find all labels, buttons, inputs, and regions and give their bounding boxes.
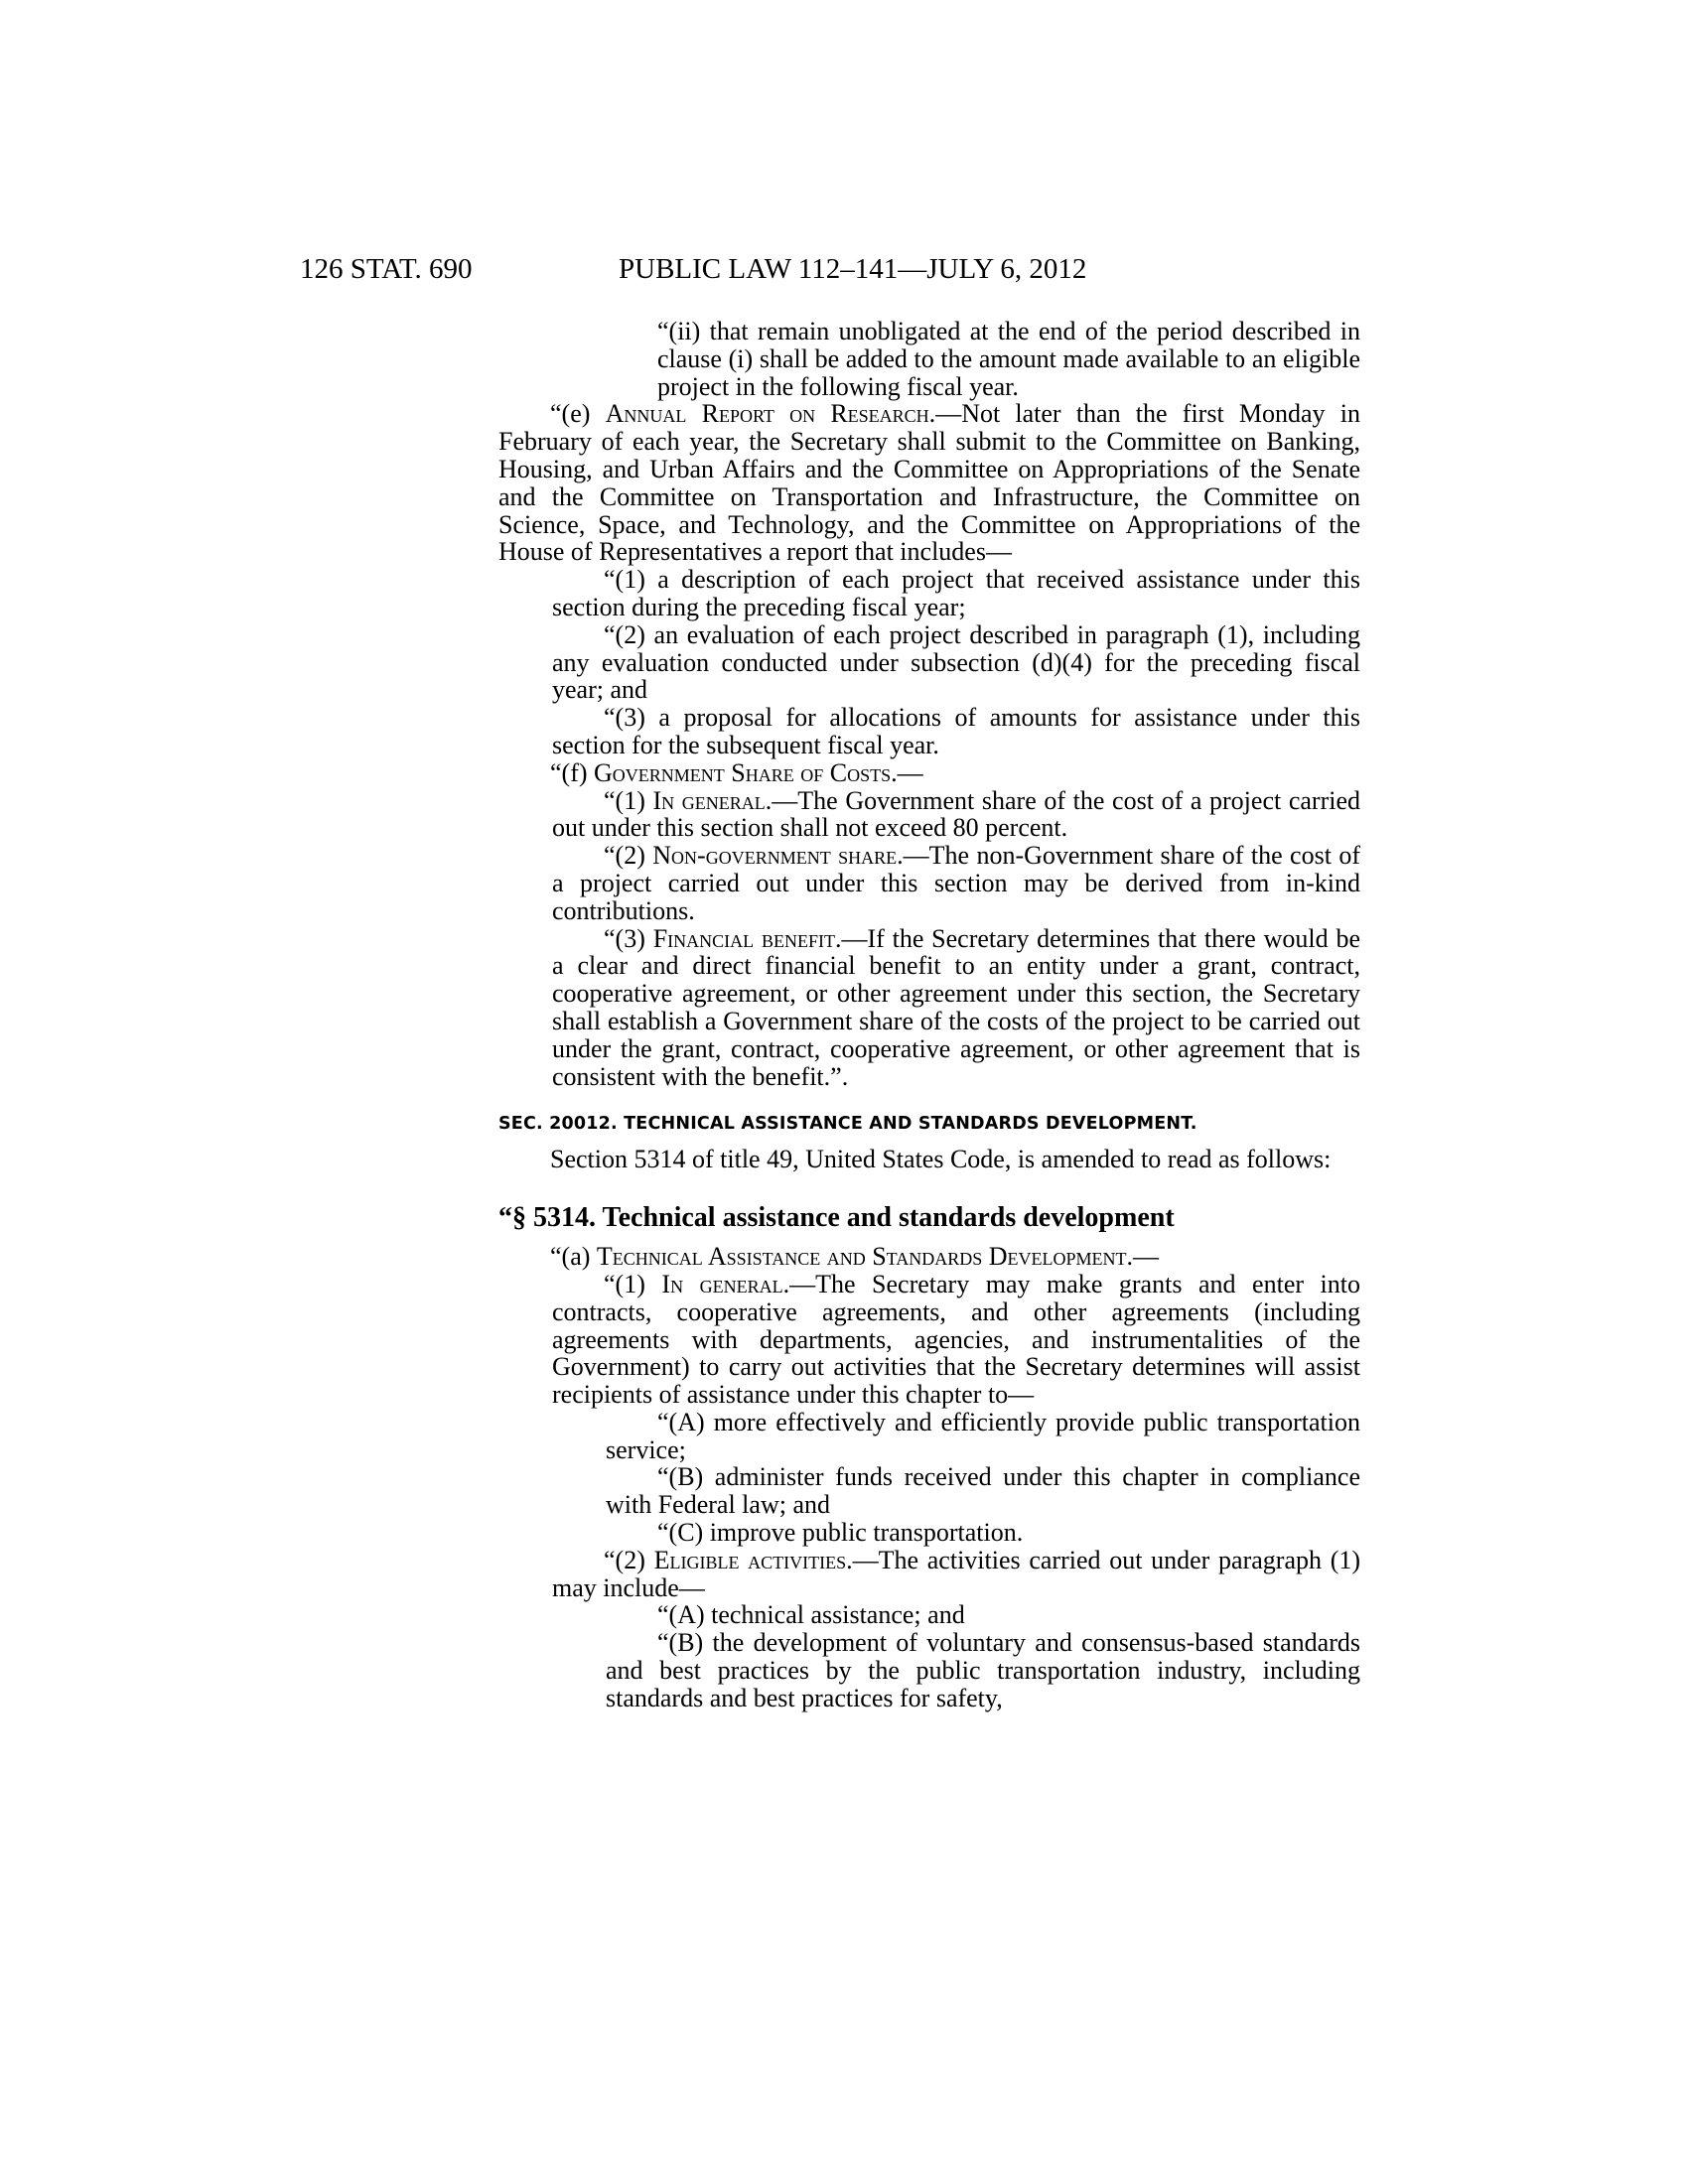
paragraph <box>498 1243 1360 1271</box>
paragraph-text: —The activities carried out under paragraph (1) may include— <box>552 1545 1361 1602</box>
paragraph-text: —The Government share of the cost of a project carried out under this section shall not exceed 80 percent. <box>552 785 1360 843</box>
statute-page-number: 126 STAT. 690 <box>300 253 473 285</box>
paragraph-text: “(ii) that remain unobligated at the end of the period described in clause (i) shall be added to the amount made available to an eligible project in the following fiscal year. <box>657 317 1360 401</box>
paragraph-text: “(3) <box>604 923 653 953</box>
paragraph <box>552 704 1360 759</box>
paragraph-text: “(C) improve public transportation. <box>657 1518 1024 1548</box>
paragraph-text: —The non-Government share of the cost of a project carried out under this section may be derived from in-kind contributions. <box>552 841 1360 925</box>
paragraph-text: “§ 5314. Technical assistance and standards development <box>498 1202 1175 1234</box>
paragraph-text: “(2) <box>604 841 653 871</box>
paragraph-text: “(1) <box>604 1269 662 1298</box>
paragraph <box>657 318 1360 400</box>
paragraph-text: SEC. 20012. TECHNICAL ASSISTANCE AND STANDARDS DEVELOPMENT. <box>498 1114 1197 1135</box>
section-heading <box>498 1112 1360 1136</box>
paragraph <box>606 1463 1360 1519</box>
paragraph-text: — <box>1133 1242 1159 1272</box>
paragraph <box>606 1519 1360 1547</box>
paragraph <box>606 1629 1360 1711</box>
paragraph <box>498 400 1360 566</box>
paragraph <box>606 1409 1360 1464</box>
paragraph-text: “(2) <box>604 1545 654 1574</box>
paragraph-text: —Not later than the first Monday in February of each year, the Secretary shall submit to the Committee on Banking, Housing, and Urban Affairs and the Committee on Appropriations of the Senate and the Committee on Transportation and Infrastructure, the Committee on Science, Space, and Technology, and the Committee on Appropriations of the House of Representatives a report that includes— <box>498 399 1360 567</box>
paragraph-text: “(1) <box>604 785 653 815</box>
paragraph <box>552 621 1360 704</box>
paragraph-text: — <box>897 757 923 787</box>
paragraph-text: “(f) <box>550 757 595 787</box>
paragraph-text: “(A) technical assistance; and <box>657 1600 965 1630</box>
document-body <box>498 318 1360 1712</box>
public-law-title: PUBLIC LAW 112–141—JULY 6, 2012 <box>619 253 1087 285</box>
subsection-heading-text: Government Share of Costs. <box>594 757 898 787</box>
subsection-heading-text: Technical Assistance and Standards Development. <box>596 1242 1133 1272</box>
paragraph <box>552 842 1360 924</box>
paragraph <box>552 566 1360 621</box>
paragraph-text: “(B) administer funds received under this chapter in compliance with Federal law; and <box>606 1462 1360 1520</box>
paragraph-text: —The Secretary may make grants and enter into contracts, cooperative agreements, and other agreements (including agreements with departments, agencies, and instrumentalities of the Government) to carry out activities that the Secretary determines will assist recipients of assistance under this chapter to— <box>552 1269 1360 1410</box>
code-section-heading <box>498 1203 1360 1233</box>
subsection-heading-text: Non-government share. <box>652 841 904 871</box>
subsection-heading-text: Eligible activities. <box>653 1545 853 1574</box>
paragraph-text: “(B) the development of voluntary and consensus-based standards and best practices by the public transportation industry, including standards and best practices for safety, <box>606 1628 1360 1712</box>
paragraph <box>606 1601 1360 1629</box>
paragraph-text: “(1) a description of each project that received assistance under this section during the preceding fiscal year; <box>552 565 1360 621</box>
paragraph-text: “(e) <box>550 399 606 429</box>
paragraph <box>552 787 1360 843</box>
subsection-heading-text: Annual Report on Research. <box>605 399 936 429</box>
subsection-heading-text: In general. <box>652 785 773 815</box>
paragraph <box>552 1271 1360 1409</box>
paragraph-text: “(2) an evaluation of each project described in paragraph (1), including any evaluation conducted under subsection (d)(4) for the preceding fiscal year; and <box>552 619 1360 705</box>
paragraph <box>552 1547 1360 1602</box>
paragraph <box>498 759 1360 787</box>
paragraph <box>498 1146 1360 1173</box>
paragraph-text: “(A) more effectively and efficiently provide public transportation service; <box>606 1407 1360 1464</box>
paragraph-text: —If the Secretary determines that there would be a clear and direct financial benefit to an entity under a grant, contract, cooperative agreement, or other agreement under this section, the Secretary shall establish a Government share of the costs of the project to be carried out under the grant, contract, cooperative agreement, or other agreement that is consistent with the benefit.”. <box>552 923 1360 1091</box>
subsection-heading-text: Financial benefit. <box>652 923 842 953</box>
paragraph-text: “(a) <box>550 1242 597 1272</box>
paragraph <box>552 925 1360 1091</box>
subsection-heading-text: In general. <box>661 1269 790 1298</box>
paragraph-text: “(3) a proposal for allocations of amounts for assistance under this section for the subsequent fiscal year. <box>552 703 1360 759</box>
paragraph-text: Section 5314 of title 49, United States Code, is amended to read as follows: <box>550 1145 1332 1174</box>
